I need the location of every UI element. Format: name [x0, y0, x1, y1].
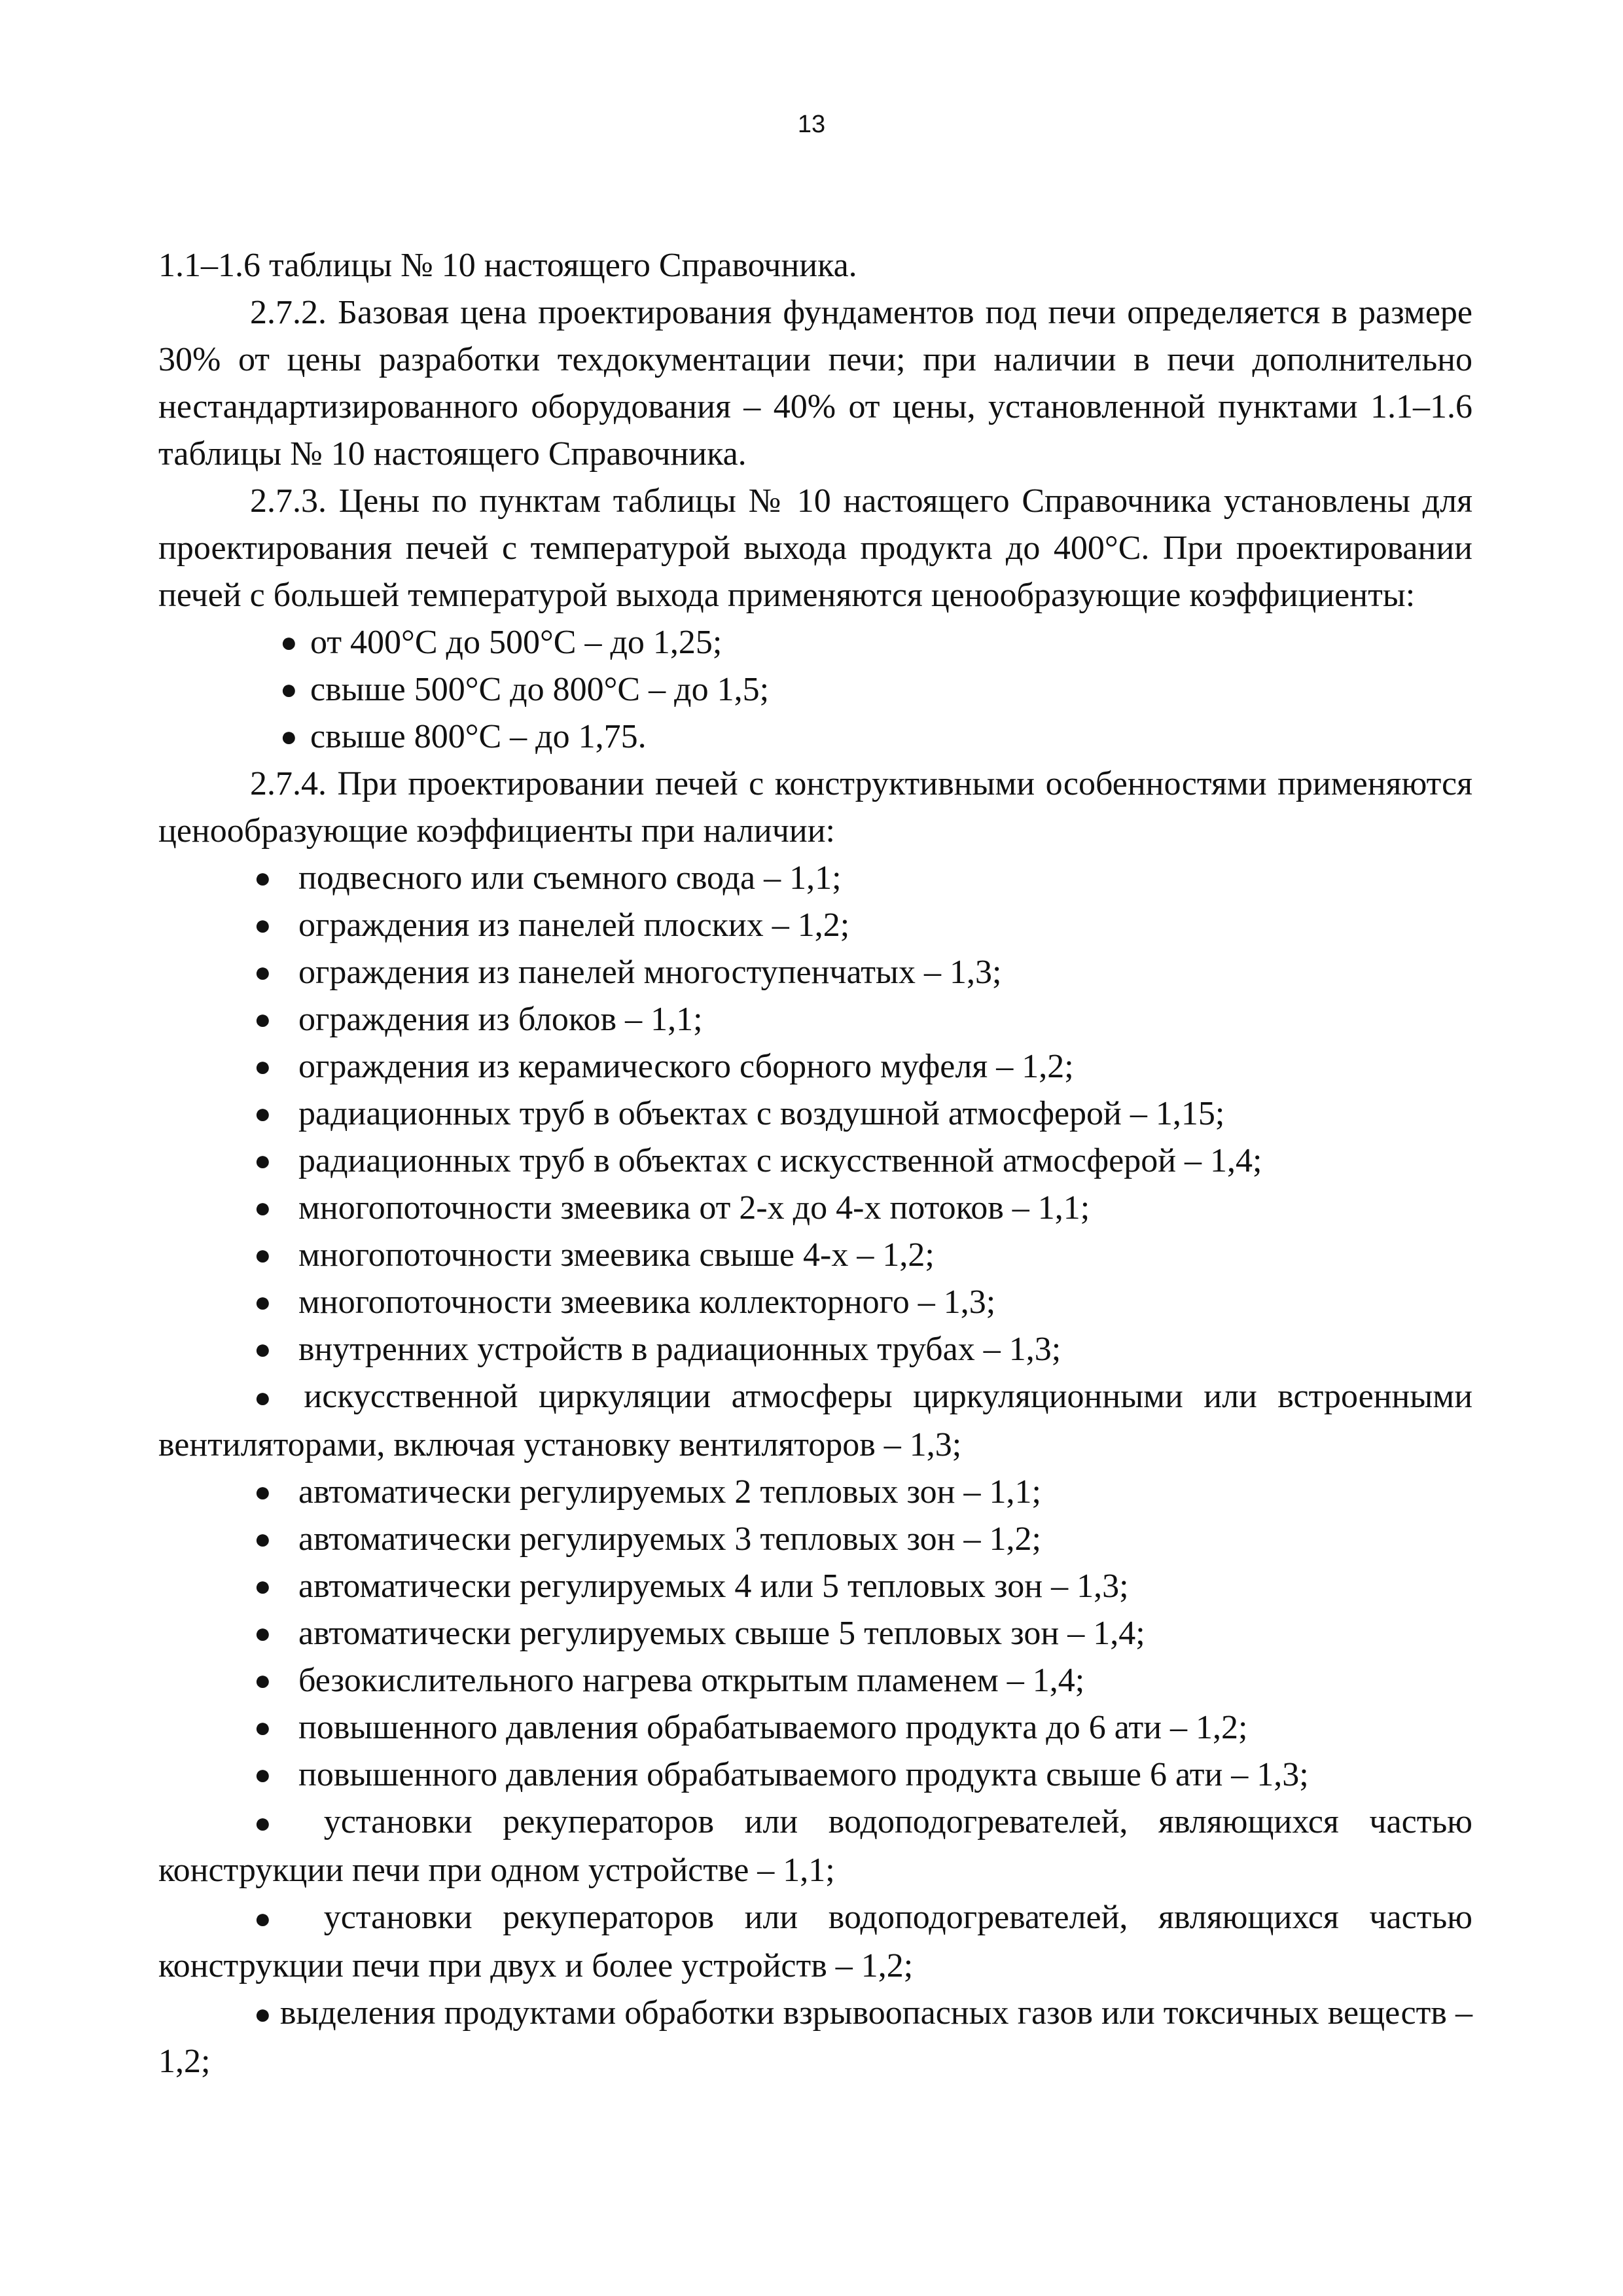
list-item: ● автоматически регулируемых 2 тепловых зон – 1,1;: [158, 1469, 1472, 1516]
bullet-icon: ●: [254, 1998, 272, 2030]
list-item: ● автоматически регулируемых 4 или 5 тепловых зон – 1,3;: [158, 1563, 1472, 1610]
bullet-icon: ●: [280, 721, 298, 753]
bullet-icon: ●: [254, 1712, 272, 1744]
list-item: ● многопоточности змеевика коллекторного – 1,3;: [158, 1279, 1472, 1326]
bullet-icon: ●: [254, 956, 272, 988]
bullet-icon: ●: [254, 1759, 272, 1791]
bullet-icon: ●: [254, 1192, 272, 1224]
bullet-icon: ●: [280, 626, 298, 658]
wrapped-list-item: ● выделения продуктами обработки взрывоопасных газов или токсичных веществ – 1,2;: [158, 1994, 1472, 2080]
temperature-coefficients-list: [158, 619, 1472, 761]
bullet-icon: ●: [280, 673, 298, 706]
paragraph-2-7-3: 2.7.3. Цены по пунктам таблицы № 10 настоящего Справочника установлены для проектирования печей с температурой выхода продукта до 400°С. При проектировании печей с большей температурой выхода применяются ценообразующие коэффициенты:: [158, 482, 1472, 614]
page-number: 13: [797, 111, 826, 138]
list-item: ● подвесного или съемного свода – 1,1;: [158, 855, 1472, 902]
wrapped-list-item: ● установки рекуператоров или водоподогревателей, являющихся частью конструкции печи при двух и более устройств – 1,2;: [158, 1899, 1473, 1984]
list-item: ● многопоточности змеевика свыше 4-х – 1,2;: [158, 1232, 1472, 1279]
list-item: ● повышенного давления обрабатываемого продукта до 6 ати – 1,2;: [158, 1704, 1472, 1751]
bullet-icon: ●: [254, 1382, 283, 1414]
list-item: ● радиационных труб в объектах с искусственной атмосферой – 1,4;: [158, 1138, 1472, 1185]
list-item: ● безокислительного нагрева открытым пламенем – 1,4;: [158, 1657, 1472, 1704]
feature-coefficients-list: [158, 855, 1472, 1373]
list-item: ● ограждения из панелей плоских – 1,2;: [158, 902, 1472, 949]
list-item: ● от 400°С до 500°С – до 1,25;: [158, 619, 1472, 666]
bullet-icon: ●: [254, 1003, 272, 1035]
bullet-icon: ●: [254, 1145, 272, 1177]
bullet-icon: ●: [254, 1286, 272, 1318]
list-item: ● ограждения из керамического сборного муфеля – 1,2;: [158, 1043, 1472, 1090]
bullet-icon: ●: [254, 1050, 272, 1083]
bullet-icon: ●: [254, 1523, 272, 1555]
bullet-icon: ●: [254, 1664, 272, 1696]
list-item: ● внутренних устройств в радиационных трубах – 1,3;: [158, 1326, 1472, 1373]
bullet-icon: ●: [254, 862, 272, 894]
list-item: ● ограждения из панелей многоступенчатых – 1,3;: [158, 949, 1472, 996]
wrapped-list-item: ● искусственной циркуляции атмосферы циркуляционными или встроенными вентиляторами, включая установку вентиляторов – 1,3;: [158, 1378, 1473, 1463]
list-item: ● радиационных труб в объектах с воздушной атмосферой – 1,15;: [158, 1090, 1472, 1138]
bullet-icon: ●: [254, 1476, 272, 1508]
paragraph-continuation: 1.1–1.6 таблицы № 10 настоящего Справочника.: [158, 247, 857, 284]
bullet-icon: ●: [254, 909, 272, 941]
list-item: ● ограждения из блоков – 1,1;: [158, 996, 1472, 1043]
paragraph-2-7-2: 2.7.2. Базовая цена проектирования фундаментов под печи определяется в размере 30% от цены разработки техдокументации печи; при наличии в печи дополнительно нестандартизированного оборудования – 40% от цены, установленной пунктами 1.1–1.6 таблицы № 10 настоящего Справочника.: [158, 294, 1472, 473]
list-item: ● автоматически регулируемых свыше 5 тепловых зон – 1,4;: [158, 1610, 1472, 1657]
bullet-icon: ●: [254, 1098, 272, 1130]
bullet-icon: ●: [254, 1239, 272, 1271]
document-body: [158, 242, 1472, 2085]
list-item: ● многопоточности змеевика от 2-х до 4-х потоков – 1,1;: [158, 1185, 1472, 1232]
bullet-icon: ●: [254, 1903, 294, 1935]
bullet-icon: ●: [254, 1570, 272, 1602]
paragraph-2-7-4: 2.7.4. При проектировании печей с конструктивными особенностями применяются ценообразующие коэффициенты при наличии:: [158, 765, 1472, 850]
zone-coefficients-list: [158, 1469, 1472, 1799]
list-item: ● свыше 500°С до 800°С – до 1,5;: [158, 666, 1472, 713]
list-item: ● автоматически регулируемых 3 тепловых зон – 1,2;: [158, 1516, 1472, 1563]
list-item: ● повышенного давления обрабатываемого продукта свыше 6 ати – 1,3;: [158, 1751, 1472, 1799]
bullet-icon: ●: [254, 1617, 272, 1649]
wrapped-list-item: ● установки рекуператоров или водоподогревателей, являющихся частью конструкции печи при одном устройстве – 1,1;: [158, 1803, 1473, 1889]
bullet-icon: ●: [254, 1807, 294, 1839]
bullet-icon: ●: [254, 1333, 272, 1365]
list-item: ● свыше 800°С – до 1,75.: [158, 713, 1472, 761]
